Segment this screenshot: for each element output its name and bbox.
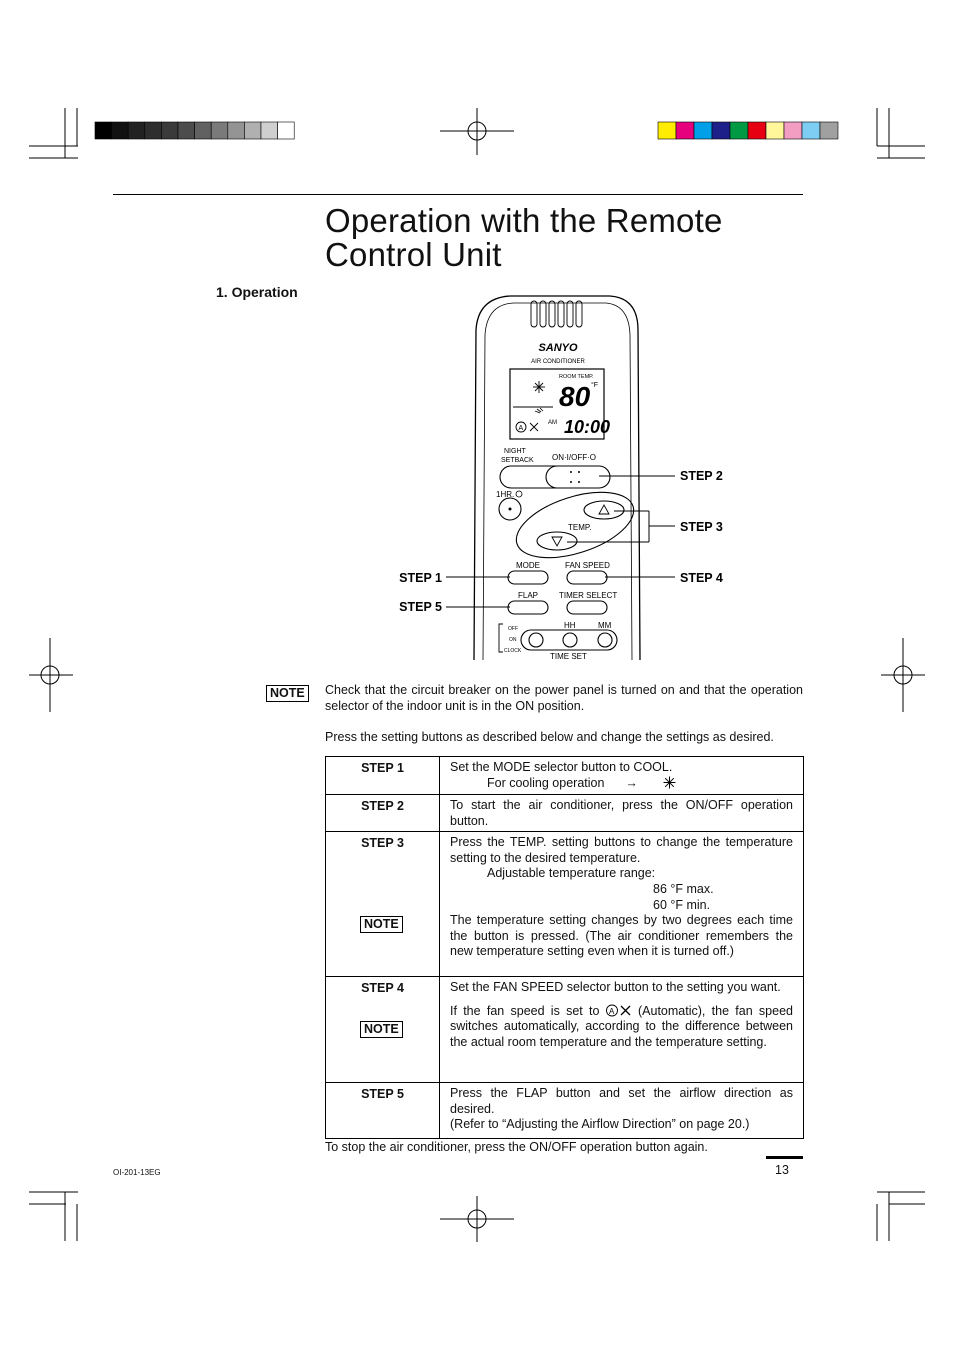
color-swatch xyxy=(748,122,766,139)
step4-note-after: (Automatic), the fan speed switches automatically, according to the difference between the actual room temperature and the temperature setting. xyxy=(450,1003,793,1049)
hh-label: HH xyxy=(564,621,576,630)
onoff-button[interactable] xyxy=(546,466,610,488)
page-title xyxy=(325,204,723,272)
note-badge: NOTE xyxy=(360,1021,403,1038)
step3-min: 60 °F min. xyxy=(653,897,711,912)
color-swatch xyxy=(694,122,712,139)
display-clock: 10:00 xyxy=(564,417,611,437)
temp-label: TEMP. xyxy=(568,523,592,532)
color-swatch xyxy=(712,122,730,139)
clock-switch-button[interactable] xyxy=(529,633,543,647)
snowflake-icon xyxy=(663,776,676,789)
night-label: NIGHT xyxy=(504,448,526,455)
gray-swatch xyxy=(128,122,145,139)
remote-control-illustration xyxy=(390,294,735,666)
clock-small-icon xyxy=(516,491,522,497)
arrow-right: → xyxy=(625,775,638,790)
table-row xyxy=(326,795,804,832)
gray-swatch xyxy=(145,122,162,139)
gray-swatch xyxy=(112,122,129,139)
remote-brand: SANYO xyxy=(538,342,578,354)
snowflake-icon xyxy=(533,381,545,393)
temp-down-button[interactable] xyxy=(537,532,577,550)
timer-select-label: TIMER SELECT xyxy=(559,591,618,600)
display-am: AM xyxy=(548,420,557,426)
onoff-label: ON·I/OFF·O xyxy=(552,453,596,462)
step-label: STEP 1 xyxy=(326,757,440,795)
switch-clock-label: CLOCK xyxy=(504,648,522,654)
note-badge: NOTE xyxy=(360,916,403,933)
mm-button[interactable] xyxy=(598,633,612,647)
gray-swatch xyxy=(278,122,295,139)
page-title-line1: Operation with the Remote xyxy=(325,202,723,239)
callout-step2: STEP 2 xyxy=(680,469,723,483)
step5-reference: (Refer to “Adjusting the Airflow Direction” on page 20.) xyxy=(450,1117,750,1132)
instruction-text: Press the setting buttons as described below and change the settings as desired. xyxy=(325,730,774,744)
color-swatch xyxy=(820,122,838,139)
section-heading: 1. Operation xyxy=(216,284,298,300)
step1-line1: Set the MODE selector button to COOL. xyxy=(450,760,673,774)
fan-speed-label: FAN SPEED xyxy=(565,561,610,570)
mode-label: MODE xyxy=(516,561,540,570)
step-label: STEP 3 xyxy=(361,836,404,851)
step3-note-text: The temperature setting changes by two degrees each time the button is pressed. (The air conditioner remembers the new temperature setting even when it is turned off.) xyxy=(450,913,793,959)
gray-swatch xyxy=(178,122,195,139)
intro-note-text: Check that the circuit breaker on the power panel is turned on and that the operation selector of the indoor unit is in the ON position. xyxy=(325,683,803,713)
color-swatch xyxy=(676,122,694,139)
gray-swatch xyxy=(195,122,212,139)
step3-text: Press the TEMP. setting buttons to change the temperature setting to the desired temperature. xyxy=(450,835,793,865)
switch-on-label: ON xyxy=(509,637,517,643)
step4-note-before: If the fan speed is set to xyxy=(450,1003,600,1018)
gray-swatch xyxy=(244,122,261,139)
gray-swatch xyxy=(95,122,112,139)
mm-label: MM xyxy=(598,621,612,630)
callout-step1: STEP 1 xyxy=(399,571,442,585)
table-row xyxy=(326,832,804,977)
table-row xyxy=(326,1083,804,1139)
document-code: OI-201-13EG xyxy=(113,1168,161,1177)
switch-off-label: OFF xyxy=(508,626,518,632)
step-label: STEP 5 xyxy=(326,1083,440,1139)
page-title-line2: Control Unit xyxy=(325,236,502,273)
fan-speed-button[interactable] xyxy=(567,571,607,584)
step4-text: Set the FAN SPEED selector button to the setting you want. xyxy=(450,980,781,995)
svg-text:A: A xyxy=(518,425,524,432)
step-label: STEP 4 xyxy=(361,981,404,996)
color-calibration-bar xyxy=(658,122,838,139)
display-temperature: 80 xyxy=(559,381,591,412)
temp-up-button[interactable] xyxy=(584,501,624,519)
flap-label: FLAP xyxy=(518,591,539,600)
step1-line2: For cooling operation xyxy=(487,775,605,790)
stop-instruction: To stop the air conditioner, press the ON/OFF operation button again. xyxy=(325,1140,708,1154)
auto-fan-icon xyxy=(606,1004,632,1017)
steps-table xyxy=(325,756,804,1139)
step5-text: Press the FLAP button and set the airflow direction as desired. xyxy=(450,1086,793,1116)
setback-label: SETBACK xyxy=(501,457,534,464)
hh-button[interactable] xyxy=(563,633,577,647)
color-swatch xyxy=(766,122,784,139)
time-set-label: TIME SET xyxy=(550,652,587,661)
callout-step4: STEP 4 xyxy=(680,571,723,585)
callout-step5: STEP 5 xyxy=(399,600,442,614)
gray-scale-bar xyxy=(95,122,294,139)
svg-text:A: A xyxy=(608,1006,615,1016)
gray-swatch xyxy=(228,122,245,139)
callout-step3: STEP 3 xyxy=(680,520,723,534)
color-swatch xyxy=(658,122,676,139)
mode-button[interactable] xyxy=(508,571,548,584)
table-row xyxy=(326,977,804,1083)
clock-switch-bracket xyxy=(499,624,503,652)
page-number: 13 xyxy=(775,1163,789,1177)
step-label: STEP 2 xyxy=(326,795,440,832)
color-swatch xyxy=(802,122,820,139)
step3-max: 86 °F max. xyxy=(653,881,714,896)
display-room-temp-label: ROOM TEMP. xyxy=(559,374,594,380)
auto-fan-icon xyxy=(516,422,538,432)
remote-vent xyxy=(531,301,582,327)
color-swatch xyxy=(730,122,748,139)
one-hour-label: 1HR. xyxy=(496,490,515,499)
step2-text: To start the air conditioner, press the ON/OFF operation button. xyxy=(440,795,804,832)
note-badge: NOTE xyxy=(266,685,309,702)
timer-select-button[interactable] xyxy=(567,601,607,614)
table-row xyxy=(326,757,804,795)
flap-indicator-icon xyxy=(535,408,543,413)
gray-swatch xyxy=(211,122,228,139)
remote-subtitle: AIR CONDITIONER xyxy=(531,359,585,365)
step3-range-label: Adjustable temperature range: xyxy=(487,866,656,881)
display-unit: °F xyxy=(591,382,599,389)
color-swatch xyxy=(784,122,802,139)
gray-swatch xyxy=(261,122,278,139)
flap-button[interactable] xyxy=(508,601,548,614)
gray-swatch xyxy=(161,122,178,139)
